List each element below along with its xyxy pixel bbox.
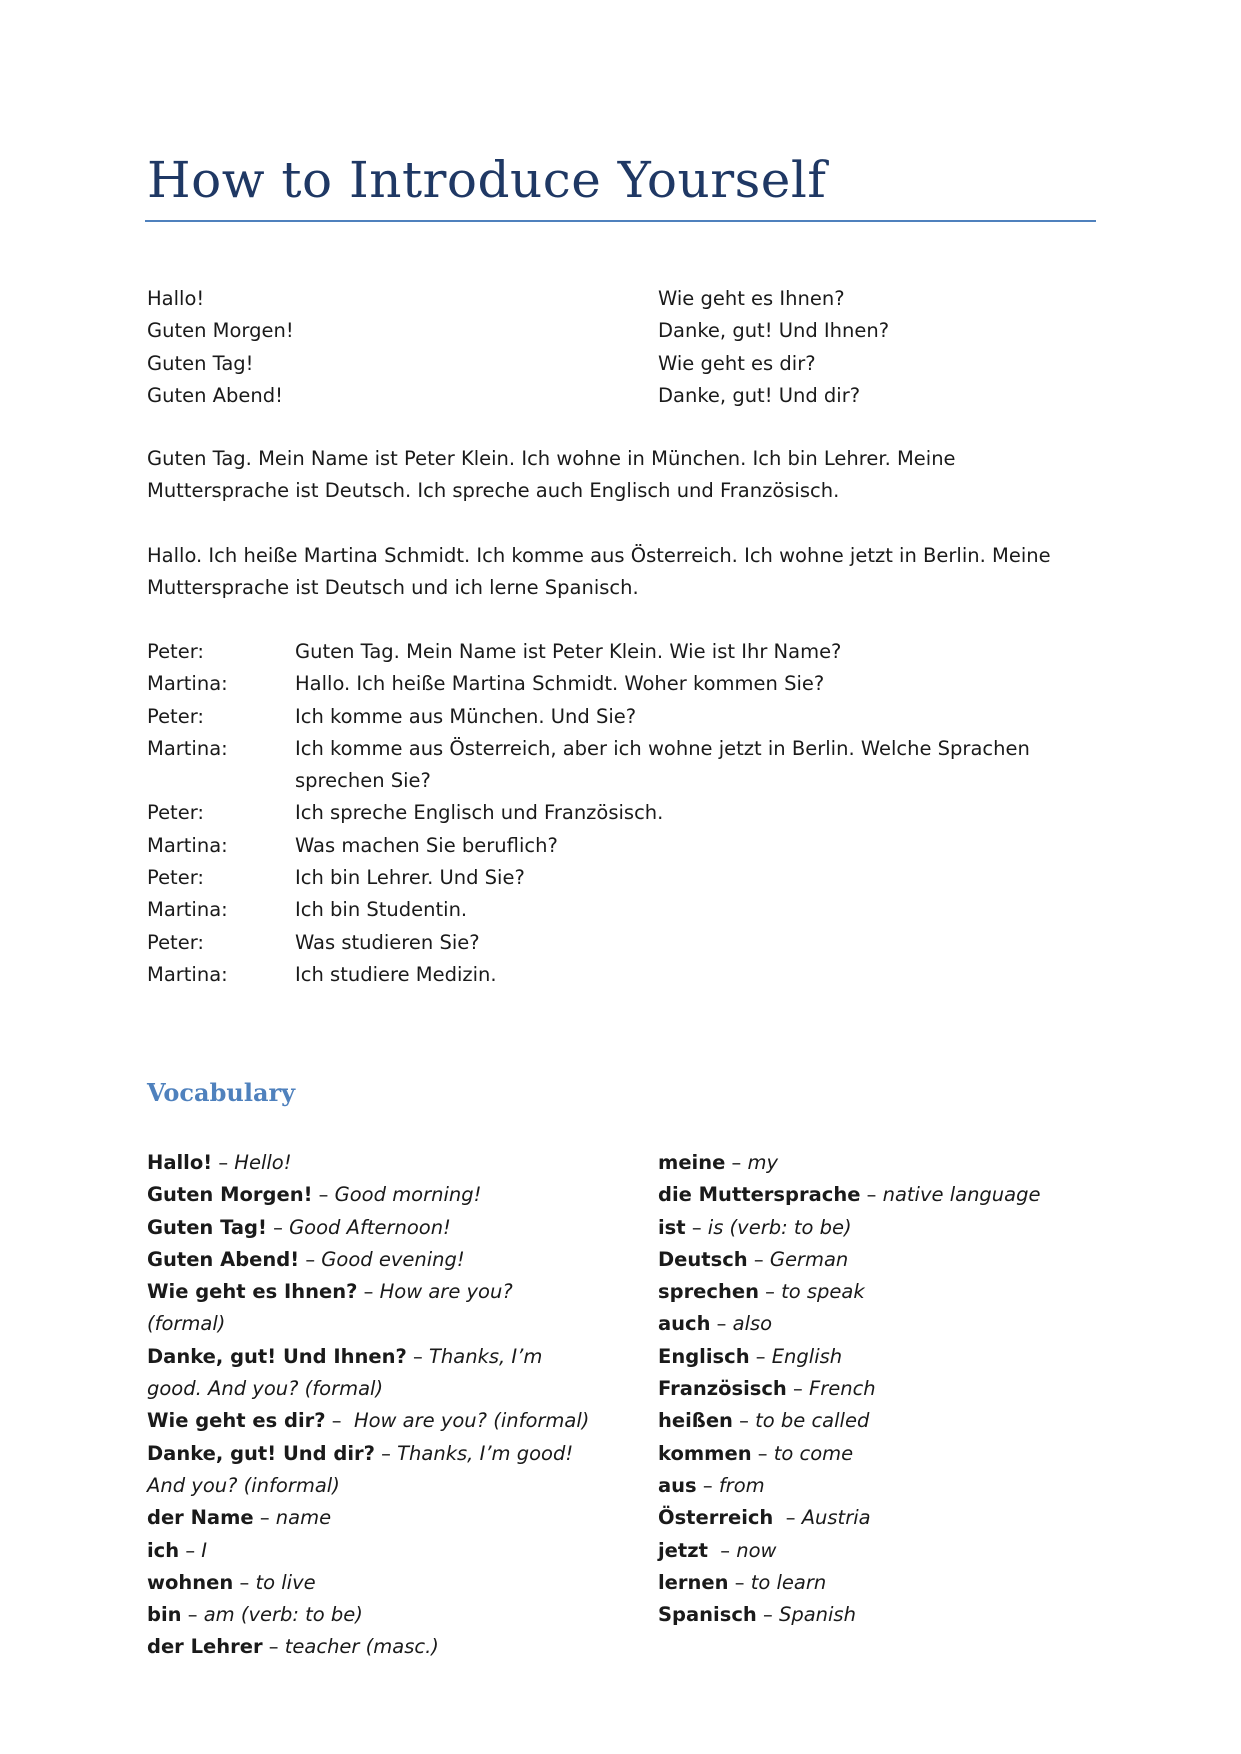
dialogue-row (147, 959, 1097, 991)
vocab-definition: native language (882, 1183, 1041, 1207)
dialogue-line: Ich spreche Englisch und Französisch. (295, 801, 664, 825)
vocab-definition: teacher (masc.) (284, 1635, 439, 1659)
vocab-definition: English (771, 1344, 843, 1368)
vocab-term: Danke, gut! Und Ihnen? (147, 1344, 407, 1368)
vocab-term: kommen (658, 1441, 752, 1465)
vocab-entry (658, 1341, 1098, 1373)
dialogue-row (147, 862, 1097, 894)
vocab-entry (658, 1567, 1098, 1599)
vocab-definition: I (201, 1538, 208, 1562)
vocab-separator: – (212, 1151, 235, 1174)
vocab-entry (658, 1276, 1098, 1308)
vocab-entry (147, 1341, 597, 1406)
vocab-separator: – (325, 1409, 354, 1433)
vocab-separator: – (773, 1506, 802, 1530)
vocab-term: sprechen (658, 1280, 759, 1304)
vocab-definition: is (verb: to be) (707, 1215, 852, 1239)
vocab-term: Österreich (658, 1506, 774, 1530)
vocab-definition: Good evening! (321, 1247, 465, 1271)
vocab-definition: Hello! (234, 1151, 292, 1174)
greeting-item: Guten Abend! (147, 383, 283, 407)
vocab-definition: now (736, 1538, 777, 1562)
dialogue-row (147, 927, 1097, 959)
vocab-term: der Name (147, 1506, 254, 1530)
vocab-separator: – (262, 1635, 285, 1659)
vocab-term: jetzt (658, 1538, 708, 1562)
vocab-entry (147, 1438, 597, 1503)
dialogue-line: Ich bin Studentin. (295, 898, 468, 922)
vocab-separator: – (374, 1441, 398, 1465)
greetings-left-column (147, 283, 294, 412)
vocab-term: Hallo! (147, 1151, 213, 1174)
vocab-definition: German (769, 1247, 849, 1271)
dialogue-row (147, 830, 1097, 862)
dialogue-row (147, 797, 1097, 829)
vocab-definition: also (732, 1312, 773, 1336)
vocab-separator: – (707, 1538, 737, 1562)
vocabulary-right-column (658, 1147, 1098, 1631)
vocab-separator: – (299, 1247, 322, 1271)
dialogue-line: Hallo. Ich heiße Martina Schmidt. Woher kommen Sie? (295, 672, 825, 696)
vocab-separator: – (749, 1344, 772, 1368)
vocab-separator: – (266, 1215, 290, 1239)
greeting-item: Wie geht es dir? (658, 351, 816, 375)
vocab-entry (658, 1212, 1098, 1244)
vocab-separator: – (710, 1312, 733, 1336)
vocab-entry (147, 1599, 597, 1631)
vocab-term: auch (658, 1312, 711, 1336)
greetings-right-column (658, 283, 889, 412)
vocab-separator: – (357, 1280, 380, 1304)
greeting-item: Wie geht es Ihnen? (658, 287, 845, 310)
dialogue-line: Ich bin Lehrer. Und Sie? (295, 866, 525, 890)
vocab-definition: Good morning! (334, 1183, 482, 1207)
dialogue-row (147, 701, 1097, 733)
vocab-entry (147, 1502, 597, 1534)
vocab-term: Wie geht es dir? (147, 1409, 326, 1433)
vocab-entry (147, 1212, 597, 1244)
vocab-term: Guten Abend! (147, 1247, 300, 1271)
vocab-term: Guten Tag! (147, 1215, 267, 1239)
intro-paragraph-martina: Hallo. Ich heiße Martina Schmidt. Ich komme aus Österreich. Ich wohne jetzt in Berlin. Meine Muttersprache ist Deutsch und ich lerne Spanisch. (147, 544, 1051, 600)
vocab-term: Spanisch (658, 1603, 757, 1627)
vocab-separator: – (728, 1570, 751, 1594)
vocab-entry (658, 1599, 1098, 1631)
vocab-term: Deutsch (658, 1247, 748, 1271)
dialogue-line: Was studieren Sie? (295, 930, 480, 954)
vocab-definition: Thanks, I’m good! And you? (informal) (147, 1441, 574, 1497)
vocab-term: bin (147, 1603, 182, 1627)
vocab-definition: to live (255, 1570, 316, 1594)
vocab-definition: Austria (801, 1506, 871, 1530)
vocab-definition: to learn (750, 1570, 827, 1594)
vocab-definition: Spanish (778, 1603, 856, 1627)
vocab-separator: – (312, 1183, 335, 1207)
vocab-definition: to come (773, 1441, 854, 1465)
dialogue (147, 636, 1097, 991)
vocab-entry (658, 1535, 1098, 1567)
vocab-term: aus (658, 1473, 697, 1497)
vocab-entry (147, 1244, 597, 1276)
dialogue-line: Was machen Sie beruflich? (295, 833, 558, 857)
vocab-entry (147, 1179, 597, 1211)
vocab-separator: – (860, 1183, 883, 1207)
vocab-term: meine (658, 1151, 726, 1174)
vocab-separator: – (406, 1344, 429, 1368)
vocab-entry (658, 1405, 1098, 1437)
vocab-definition: name (275, 1506, 332, 1530)
vocab-entry (658, 1438, 1098, 1470)
vocab-entry (147, 1535, 597, 1567)
dialogue-speaker: Martina: (147, 898, 228, 922)
vocab-definition: French (808, 1377, 876, 1401)
vocab-separator: – (696, 1473, 719, 1497)
vocab-entry (658, 1244, 1098, 1276)
vocab-term: ist (658, 1215, 686, 1239)
vocab-term: Wie geht es Ihnen? (147, 1280, 358, 1304)
vocabulary-left-column (147, 1147, 597, 1664)
dialogue-line: Ich komme aus München. Und Sie? (295, 704, 637, 728)
dialogue-speaker: Peter: (147, 930, 204, 954)
vocab-definition: my (747, 1151, 779, 1174)
title-underline (145, 220, 1096, 222)
vocab-separator: – (179, 1538, 202, 1562)
vocab-term: Guten Morgen! (147, 1183, 313, 1207)
vocab-entry (658, 1179, 1098, 1211)
greeting-item: Hallo! (147, 287, 205, 310)
vocab-entry (147, 1405, 597, 1437)
vocab-separator: – (751, 1441, 774, 1465)
vocab-definition: How are you? (informal) (353, 1409, 590, 1433)
vocab-entry (147, 1276, 597, 1341)
vocab-definition: Thanks, I’m good. And you? (formal) (147, 1344, 543, 1401)
vocab-term: der Lehrer (147, 1635, 263, 1659)
vocabulary-heading: Vocabulary (147, 1078, 296, 1107)
vocab-entry (147, 1631, 597, 1663)
vocab-definition: from (718, 1473, 765, 1497)
dialogue-line: Guten Tag. Mein Name ist Peter Klein. Wie ist Ihr Name? (295, 640, 842, 663)
vocab-separator: – (181, 1603, 204, 1627)
dialogue-speaker: Martina: (147, 736, 228, 760)
vocab-definition: to be called (755, 1409, 870, 1433)
vocab-definition: How are you? (formal) (147, 1280, 513, 1336)
vocab-term: ich (147, 1538, 180, 1562)
vocab-separator: – (685, 1215, 708, 1239)
vocab-separator: – (725, 1151, 748, 1174)
dialogue-speaker: Peter: (147, 801, 204, 825)
intro-paragraph-peter: Guten Tag. Mein Name ist Peter Klein. Ich wohne in München. Ich bin Lehrer. Meine Muttersprache ist Deutsch. Ich spreche auch Englisch und Französisch. (147, 447, 956, 503)
vocab-separator: – (253, 1506, 276, 1530)
dialogue-speaker: Martina: (147, 672, 228, 696)
dialogue-row (147, 733, 1097, 798)
vocab-term: lernen (658, 1570, 729, 1594)
vocab-entry (658, 1470, 1098, 1502)
vocab-separator: – (732, 1409, 756, 1433)
dialogue-line: Ich studiere Medizin. (295, 962, 497, 986)
vocab-term: Danke, gut! Und dir? (147, 1441, 375, 1465)
vocab-entry (658, 1147, 1098, 1179)
dialogue-row (147, 636, 1097, 668)
vocab-entry (147, 1147, 597, 1179)
dialogue-line: Ich komme aus Österreich, aber ich wohne jetzt in Berlin. Welche Sprachen sprechen Sie? (295, 736, 1030, 793)
vocab-entry (658, 1308, 1098, 1340)
dialogue-row (147, 668, 1097, 700)
vocab-separator: – (758, 1280, 782, 1304)
vocab-definition: to speak (781, 1280, 865, 1304)
vocab-term: Englisch (658, 1344, 750, 1368)
dialogue-speaker: Peter: (147, 866, 204, 890)
dialogue-row (147, 894, 1097, 926)
dialogue-speaker: Peter: (147, 704, 204, 728)
vocab-term: Französisch (658, 1377, 787, 1401)
greeting-item: Guten Tag! (147, 351, 254, 375)
vocab-term: heißen (658, 1409, 733, 1433)
vocab-definition: am (verb: to be) (203, 1603, 363, 1627)
vocab-entry (658, 1502, 1098, 1534)
vocab-separator: – (747, 1247, 770, 1271)
vocab-definition: Good Afternoon! (289, 1215, 451, 1239)
dialogue-speaker: Peter: (147, 640, 204, 663)
page-title: How to Introduce Yourself (147, 151, 827, 209)
dialogue-speaker: Martina: (147, 833, 228, 857)
vocab-separator: – (786, 1377, 809, 1401)
greeting-item: Guten Morgen! (147, 319, 294, 343)
vocab-term: wohnen (147, 1570, 234, 1594)
dialogue-speaker: Martina: (147, 962, 228, 986)
vocab-separator: – (233, 1570, 256, 1594)
vocab-entry (147, 1567, 597, 1599)
vocab-term: die Muttersprache (658, 1183, 861, 1207)
greeting-item: Danke, gut! Und Ihnen? (658, 319, 890, 343)
greeting-item: Danke, gut! Und dir? (658, 383, 861, 407)
vocab-separator: – (756, 1603, 779, 1627)
vocab-entry (658, 1373, 1098, 1405)
